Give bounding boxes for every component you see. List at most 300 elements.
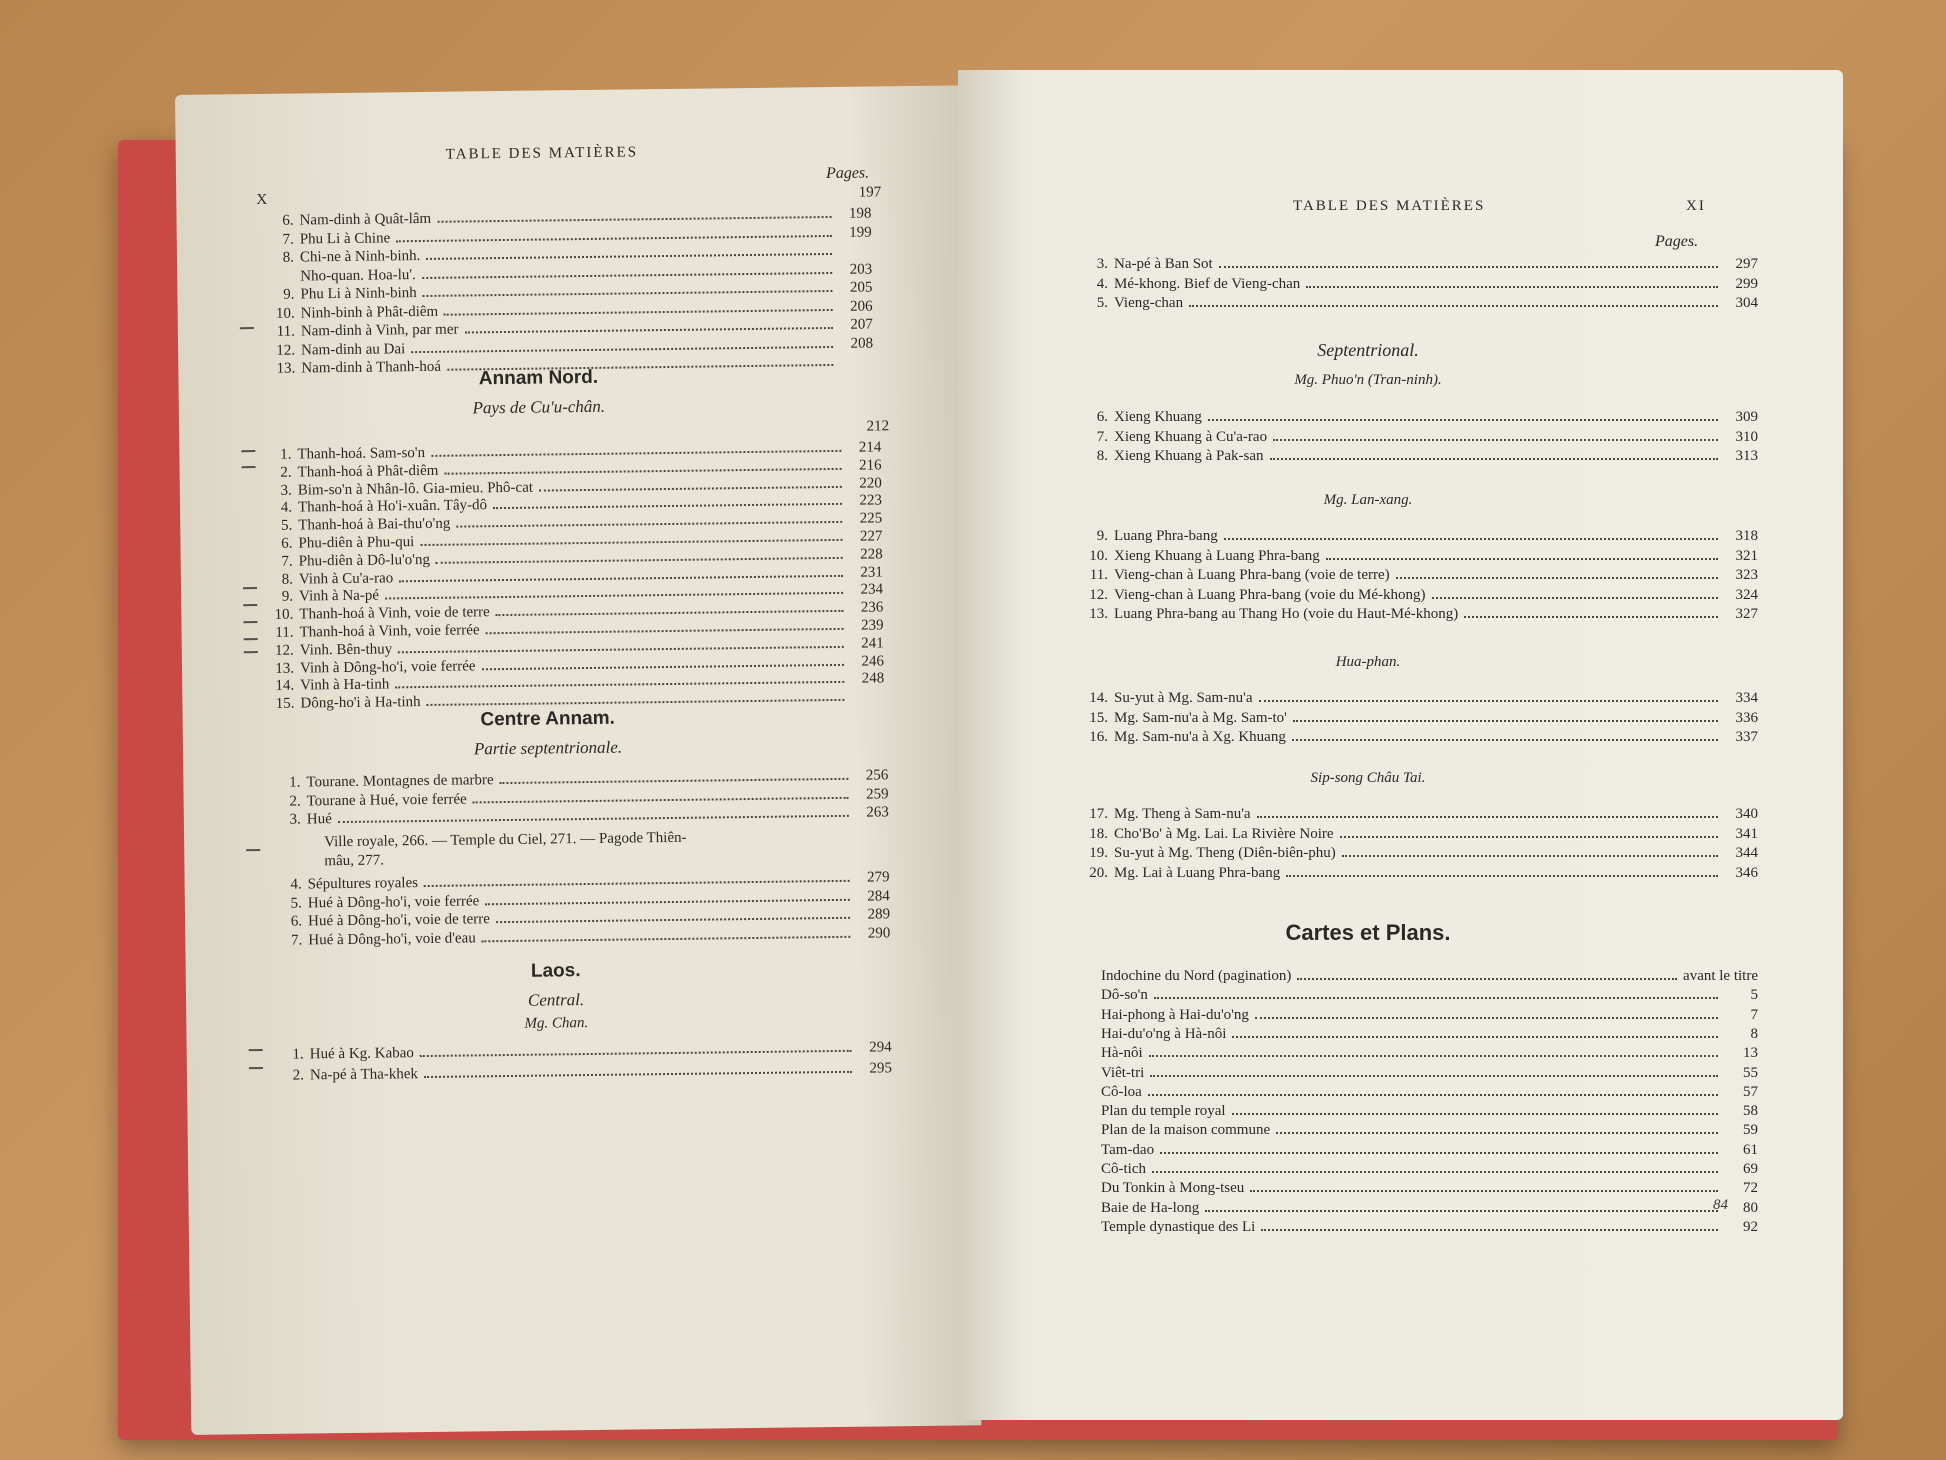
toc-row-page: 61 bbox=[1743, 1141, 1758, 1158]
toc-row-number: 2. bbox=[289, 793, 301, 810]
toc-row-number: 6. bbox=[282, 212, 294, 229]
toc-row-number: 12. bbox=[274, 642, 294, 659]
toc-row-number: 9. bbox=[1096, 528, 1108, 544]
toc-row-title: Nam-dinh au Dai bbox=[301, 340, 406, 358]
toc-row-title: Tam-dao bbox=[1101, 1141, 1155, 1158]
toc-row-number: 10. bbox=[1089, 547, 1108, 564]
dot-leader bbox=[500, 778, 849, 784]
margin-dash-mark bbox=[243, 621, 257, 623]
toc-row-title: Thanh-hoá à Vinh, voie de terre bbox=[299, 604, 490, 623]
toc-row-page: 59 bbox=[1743, 1122, 1758, 1139]
dot-leader bbox=[1270, 458, 1718, 460]
left-page bbox=[175, 85, 981, 1435]
toc-row-number: 9. bbox=[283, 286, 295, 303]
dot-leader bbox=[1152, 1171, 1718, 1173]
toc-row-title: Phu-diên à Dô-lu'o'ng bbox=[298, 551, 431, 570]
toc-row-page: 223 bbox=[859, 492, 883, 510]
cartes-heading: Cartes et Plans. bbox=[1285, 920, 1451, 945]
toc-row-title: Xieng Khuang à Cu'a-rao bbox=[1114, 428, 1268, 445]
toc-row-page: 206 bbox=[850, 297, 873, 315]
centre-annam-heading: Centre Annam. bbox=[480, 707, 615, 731]
dot-leader bbox=[1306, 286, 1718, 288]
toc-row-title: Ninh-binh à Phât-diêm bbox=[300, 303, 439, 321]
dot-leader bbox=[1257, 816, 1718, 818]
toc-row-title: Chi-ne à Ninh-binh. bbox=[299, 248, 421, 266]
dot-leader bbox=[482, 935, 851, 942]
toc-row bbox=[1086, 709, 1758, 728]
toc-row-title: Nam-dinh à Quât-lâm bbox=[299, 210, 432, 229]
toc-row-title: Thanh-hoá. Sam-so'n bbox=[297, 444, 426, 463]
toc-row bbox=[1101, 1025, 1758, 1044]
toc-row-number: 6. bbox=[281, 535, 293, 552]
dot-leader bbox=[482, 663, 844, 669]
toc-row-title: Vinh à Na-pé bbox=[299, 587, 380, 605]
toc-row-title: Plan de la maison commune bbox=[1101, 1122, 1271, 1139]
toc-row-number: 1. bbox=[289, 774, 301, 791]
toc-row bbox=[1086, 428, 1758, 447]
right-page-number: XI bbox=[1686, 198, 1706, 214]
annam-nord-heading: Annam Nord. bbox=[478, 366, 599, 390]
toc-row-page: 216 bbox=[858, 457, 882, 474]
margin-dash-mark bbox=[244, 651, 258, 653]
toc-row-title: Sépultures royales bbox=[307, 875, 419, 893]
dot-leader bbox=[1224, 538, 1718, 540]
toc-row-number: 1. bbox=[292, 1046, 304, 1063]
toc-row-page: 297 bbox=[1735, 256, 1758, 272]
toc-row-number: 6. bbox=[1096, 409, 1108, 425]
dot-leader bbox=[1432, 597, 1719, 599]
toc-row-title: Hué à Dông-ho'i, voie ferrée bbox=[307, 892, 480, 911]
left-page-number: X bbox=[256, 191, 270, 209]
toc-row-page: 214 bbox=[858, 439, 882, 456]
toc-row-number: 3. bbox=[1096, 256, 1108, 272]
toc-row-number: 11. bbox=[1089, 567, 1108, 583]
toc-row-page: 259 bbox=[865, 785, 889, 803]
toc-row-title: Nam-dinh à Vinh, par mer bbox=[300, 321, 459, 340]
toc-row-page: 248 bbox=[861, 670, 885, 688]
dot-leader bbox=[398, 646, 844, 653]
toc-row bbox=[1086, 447, 1758, 466]
dot-leader bbox=[1232, 1113, 1718, 1115]
toc-row-title: Hai-du'o'ng à Hà-nôi bbox=[1101, 1025, 1227, 1042]
toc-row-title: Hà-nôi bbox=[1101, 1045, 1143, 1062]
toc-row-page: 295 bbox=[869, 1060, 893, 1077]
margin-dash-mark bbox=[243, 587, 257, 589]
dot-leader bbox=[539, 485, 842, 491]
dot-leader bbox=[496, 610, 844, 616]
toc-row bbox=[1086, 294, 1758, 313]
toc-row-number: 12. bbox=[276, 342, 296, 359]
dot-leader bbox=[427, 699, 845, 706]
toc-row-number: 8. bbox=[1096, 448, 1108, 464]
toc-row-number: 19. bbox=[1089, 845, 1108, 861]
toc-row bbox=[1101, 967, 1758, 986]
toc-row bbox=[1086, 408, 1758, 427]
toc-row-title: Xieng Khuang à Pak-san bbox=[1114, 448, 1264, 464]
dot-leader bbox=[411, 345, 833, 352]
toc-row bbox=[1101, 1199, 1758, 1218]
toc-row-title: Cô-loa bbox=[1101, 1083, 1142, 1100]
dot-leader bbox=[1148, 1094, 1718, 1096]
toc-row-page: 57 bbox=[1743, 1083, 1758, 1100]
right-page bbox=[958, 70, 1843, 1420]
dot-leader bbox=[1326, 558, 1718, 560]
toc-row-number: 13. bbox=[1089, 606, 1108, 622]
dot-leader bbox=[399, 574, 843, 581]
toc-row-number: 8. bbox=[282, 249, 295, 266]
toc-row bbox=[1101, 1121, 1758, 1140]
toc-row-title: Vinh à Cu'a-rao bbox=[298, 569, 394, 588]
dot-leader bbox=[1149, 1055, 1718, 1057]
toc-row-title: Vieng-chan bbox=[1114, 295, 1184, 311]
toc-row-page: 227 bbox=[859, 528, 883, 545]
dot-leader bbox=[424, 1071, 852, 1078]
toc-row-title: Hué à Kg. Kabao bbox=[309, 1045, 414, 1063]
toc-row bbox=[1086, 586, 1758, 605]
toc-row-title: Mé-khong. Bief de Vieng-chan bbox=[1114, 275, 1301, 292]
left-pages-label: Pages. bbox=[825, 164, 870, 183]
toc-row-number: 13. bbox=[276, 360, 296, 377]
toc-row-number: 5. bbox=[280, 517, 293, 534]
toc-row-page: 236 bbox=[860, 599, 884, 616]
dot-leader bbox=[1219, 266, 1718, 268]
toc-row-page: 231 bbox=[860, 563, 883, 581]
dot-leader bbox=[1464, 616, 1718, 618]
toc-row bbox=[1101, 1006, 1758, 1025]
toc-row-page: 341 bbox=[1735, 825, 1758, 842]
toc-row-number: 20. bbox=[1089, 864, 1108, 881]
toc-row-page: 289 bbox=[867, 906, 891, 923]
toc-row-title: Nho-quan. Hoa-lu'. bbox=[300, 266, 416, 284]
toc-row-title: Su-yut à Mg. Sam-nu'a bbox=[1114, 690, 1253, 706]
toc-row-number: 2. bbox=[280, 464, 292, 481]
toc-row-title: Cho'Bo' à Mg. Lai. La Rivière Noire bbox=[1114, 825, 1334, 842]
laos-subheading: Central. bbox=[527, 990, 585, 1010]
toc-row-title: Temple dynastique des Li bbox=[1101, 1218, 1256, 1235]
toc-row bbox=[1086, 728, 1758, 747]
dot-leader bbox=[385, 592, 843, 600]
dot-leader bbox=[420, 1050, 852, 1057]
toc-row-title: Viêt-tri bbox=[1101, 1064, 1145, 1081]
toc-row-page: avant le titre bbox=[1683, 968, 1758, 984]
toc-row-number: 16. bbox=[1089, 729, 1108, 745]
toc-row-page: 72 bbox=[1743, 1180, 1758, 1197]
toc-row-title: Mg. Sam-nu'a à Xg. Khuang bbox=[1114, 729, 1286, 745]
toc-row-page: 220 bbox=[859, 474, 882, 492]
toc-row bbox=[1086, 566, 1758, 585]
toc-row bbox=[1086, 864, 1758, 883]
dot-leader bbox=[1205, 1210, 1718, 1212]
toc-row-page: 327 bbox=[1735, 606, 1758, 622]
dot-leader bbox=[1342, 855, 1718, 857]
toc-row bbox=[1101, 1044, 1758, 1063]
toc-row-title: Thanh-hoá à Ho'i-xuân. Tây-dô bbox=[297, 497, 488, 516]
toc-row-title: Tourane à Hué, voie ferrée bbox=[306, 790, 467, 809]
toc-row-title: Thanh-hoá à Bai-thu'o'ng bbox=[298, 515, 451, 534]
toc-row-page: 239 bbox=[860, 617, 884, 634]
toc-row-number: 18. bbox=[1089, 825, 1108, 842]
toc-row-page: 8 bbox=[1750, 1025, 1758, 1042]
toc-row-page: 340 bbox=[1735, 806, 1758, 822]
toc-row-number: 5. bbox=[1096, 295, 1108, 311]
toc-row-number: 14. bbox=[275, 677, 295, 695]
toc-row-page: 246 bbox=[861, 652, 885, 670]
toc-row-title: Phu-diên à Phu-qui bbox=[298, 534, 415, 552]
toc-row bbox=[1086, 275, 1758, 294]
toc-row-number: 14. bbox=[1089, 690, 1108, 706]
dot-leader bbox=[456, 521, 842, 528]
margin-dash-mark bbox=[240, 327, 254, 329]
toc-row bbox=[1101, 1179, 1758, 1198]
toc-row-title: Baie de Ha-long bbox=[1101, 1199, 1200, 1216]
toc-row-title: Tourane. Montagnes de marbre bbox=[306, 772, 494, 791]
dot-leader bbox=[464, 327, 832, 334]
margin-dash-mark bbox=[241, 450, 255, 452]
toc-row-title: Vieng-chan à Luang Phra-bang (voie du Mé-khong) bbox=[1114, 586, 1426, 603]
toc-row-page: 290 bbox=[867, 924, 891, 942]
toc-row-page: 80 bbox=[1743, 1199, 1758, 1216]
margin-dash-mark bbox=[242, 466, 256, 468]
toc-row-number: 15. bbox=[275, 695, 295, 713]
margin-dash-mark bbox=[246, 849, 260, 851]
toc-row bbox=[1101, 1083, 1758, 1102]
toc-row-number: 8. bbox=[281, 571, 294, 588]
toc-row-page: 225 bbox=[859, 510, 883, 527]
toc-row bbox=[1101, 1102, 1758, 1121]
dot-leader bbox=[396, 234, 832, 241]
toc-row-page: 203 bbox=[849, 260, 873, 278]
laos-sub-sub: Mg. Chan. bbox=[524, 1015, 589, 1032]
centre-annam-subheading: Partie septentrionale. bbox=[473, 737, 623, 759]
dot-leader bbox=[1293, 720, 1718, 722]
toc-row-title: Luang Phra-bang bbox=[1114, 528, 1218, 544]
lan-xang-heading: Mg. Lan-xang. bbox=[1323, 492, 1413, 508]
toc-row-page: 207 bbox=[850, 316, 873, 333]
toc-row-page: 337 bbox=[1735, 729, 1758, 745]
toc-row-title: Na-pé à Tha-khek bbox=[309, 1066, 419, 1084]
toc-row-title: Vinh à Dông-ho'i, voie ferrée bbox=[299, 657, 476, 677]
dot-leader bbox=[420, 539, 842, 546]
toc-row-number: 7. bbox=[1096, 428, 1108, 445]
dot-leader bbox=[1189, 305, 1718, 307]
toc-row bbox=[1101, 1218, 1758, 1237]
margin-dash-mark bbox=[249, 1067, 263, 1069]
toc-row bbox=[1101, 1141, 1758, 1160]
toc-row-title: Du Tonkin à Mong-tseu bbox=[1101, 1180, 1245, 1197]
dot-leader bbox=[444, 468, 841, 475]
toc-row bbox=[1101, 1064, 1758, 1083]
dot-leader bbox=[1396, 577, 1718, 579]
dot-leader bbox=[486, 628, 844, 634]
toc-row-title: Mg. Lai à Luang Phra-bang bbox=[1114, 864, 1281, 881]
dot-leader bbox=[444, 308, 833, 315]
toc-row-title: Vinh. Bên-thuy bbox=[299, 641, 393, 659]
toc-row-page: 5 bbox=[1750, 987, 1758, 1004]
toc-row bbox=[1086, 689, 1758, 708]
toc-row-page: 55 bbox=[1743, 1064, 1758, 1081]
dot-leader bbox=[473, 796, 849, 803]
dot-leader bbox=[1160, 1152, 1718, 1154]
left-running-head: TABLE DES MATIÈRES bbox=[445, 144, 639, 163]
toc-row-number: 6. bbox=[290, 913, 303, 930]
toc-row-page: 234 bbox=[860, 581, 884, 599]
toc-row-title: Su-yut à Mg. Theng (Diên-biên-phu) bbox=[1114, 845, 1336, 861]
toc-row-title: Vinh à Ha-tinh bbox=[300, 676, 390, 694]
toc-row-title: Phu Li à Ninh-binh bbox=[300, 285, 417, 303]
annam-nord-first-page: 212 bbox=[866, 418, 890, 435]
toc-row-title: Mg. Theng à Sam-nu'a bbox=[1114, 806, 1251, 822]
septentrional-sub: Mg. Phuo'n (Tran-ninh). bbox=[1294, 372, 1442, 388]
toc-row-number: 9. bbox=[281, 588, 294, 606]
toc-row-title: Hai-phong à Hai-du'o'ng bbox=[1101, 1006, 1249, 1023]
dot-leader bbox=[1259, 700, 1718, 702]
toc-row-number: 12. bbox=[1089, 586, 1108, 603]
toc-row-page: 284 bbox=[867, 887, 890, 905]
toc-row bbox=[1101, 986, 1758, 1005]
toc-row-title: Cô-tich bbox=[1101, 1161, 1146, 1177]
laos-heading: Laos. bbox=[530, 960, 581, 982]
left-top-page: 197 bbox=[858, 184, 882, 201]
toc-row-number: 4. bbox=[290, 876, 302, 893]
toc-row-page: 7 bbox=[1750, 1006, 1758, 1023]
toc-row-page: 324 bbox=[1735, 586, 1758, 603]
toc-row-title: Dô-so'n bbox=[1101, 987, 1148, 1004]
toc-row-page: 205 bbox=[849, 279, 873, 296]
toc-row-number: 13. bbox=[275, 660, 295, 677]
toc-row-number: 10. bbox=[274, 606, 294, 624]
toc-row-title: Dông-ho'i à Ha-tinh bbox=[300, 694, 421, 712]
toc-row-page: 256 bbox=[865, 767, 889, 784]
toc-row-title: Hué bbox=[306, 811, 332, 828]
septentrional-heading: Septentrional. bbox=[1317, 340, 1419, 360]
toc-row-page: 69 bbox=[1743, 1161, 1758, 1177]
dot-leader bbox=[1208, 419, 1718, 421]
dot-leader bbox=[437, 216, 831, 223]
toc-row-number: 1. bbox=[280, 446, 292, 463]
dot-leader bbox=[426, 253, 832, 260]
toc-row-page: 313 bbox=[1735, 448, 1758, 464]
toc-row-title: Nam-dinh à Thanh-hoá bbox=[301, 358, 442, 377]
toc-row-number: 3. bbox=[289, 811, 301, 828]
dot-leader bbox=[424, 880, 850, 887]
handwritten-note: 84 bbox=[1713, 1197, 1728, 1213]
dot-leader bbox=[338, 815, 849, 823]
dot-leader bbox=[493, 503, 842, 509]
toc-row-number: 11. bbox=[276, 323, 295, 340]
toc-row-number: 5. bbox=[290, 895, 302, 912]
toc-row-title: Xieng Khuang à Luang Phra-bang bbox=[1114, 547, 1320, 564]
dot-leader bbox=[1255, 1017, 1718, 1019]
toc-row-number: 17. bbox=[1089, 806, 1108, 822]
margin-dash-mark bbox=[249, 1049, 263, 1051]
toc-row-page: 309 bbox=[1735, 409, 1758, 425]
toc-row-number: 11. bbox=[275, 624, 294, 641]
right-running-head: TABLE DES MATIÈRES bbox=[1293, 198, 1486, 214]
toc-row-number: 7. bbox=[281, 553, 293, 570]
toc-row-title: Luang Phra-bang au Thang Ho (voie du Haut-Mé-khong) bbox=[1114, 606, 1459, 622]
toc-row bbox=[1086, 825, 1758, 844]
toc-row-page: 279 bbox=[867, 869, 890, 886]
dot-leader bbox=[1261, 1229, 1718, 1231]
toc-row-page: 13 bbox=[1743, 1045, 1758, 1062]
toc-row bbox=[1101, 1160, 1758, 1179]
toc-row-number: 7. bbox=[290, 932, 303, 949]
toc-row-page: 334 bbox=[1735, 690, 1758, 706]
toc-row-number: 2. bbox=[292, 1067, 305, 1084]
toc-row-page: 241 bbox=[861, 635, 884, 652]
toc-row bbox=[1086, 547, 1758, 566]
toc-row-title: Mg. Sam-nu'a à Mg. Sam-to' bbox=[1114, 709, 1287, 726]
toc-row-page: 228 bbox=[860, 546, 883, 563]
toc-row-number: 3. bbox=[280, 482, 292, 499]
dot-leader bbox=[1340, 836, 1718, 838]
toc-row bbox=[1086, 255, 1758, 274]
dot-leader bbox=[496, 917, 850, 923]
margin-dash-mark bbox=[243, 604, 257, 606]
toc-row-number: 4. bbox=[280, 499, 293, 517]
toc-row-title: Indochine du Nord (pagination) bbox=[1101, 968, 1292, 984]
toc-row-title: Plan du temple royal bbox=[1101, 1103, 1226, 1120]
toc-row-page: 321 bbox=[1735, 547, 1758, 564]
toc-row-page: 294 bbox=[869, 1039, 892, 1056]
toc-row-title: Hué à Dông-ho'i, voie de terre bbox=[308, 911, 491, 930]
toc-row-page: 198 bbox=[848, 205, 872, 222]
toc-row-title: Thanh-hoá à Phât-diêm bbox=[297, 462, 439, 481]
dot-leader bbox=[1292, 739, 1718, 741]
toc-row-page: 318 bbox=[1735, 528, 1758, 544]
dot-leader bbox=[1150, 1075, 1718, 1077]
margin-dash-mark bbox=[244, 638, 258, 640]
toc-row-page: 58 bbox=[1743, 1103, 1758, 1120]
toc-row bbox=[1086, 805, 1758, 824]
toc-row-page: 92 bbox=[1743, 1218, 1758, 1235]
annam-nord-subheading: Pays de Cu'u-chân. bbox=[472, 396, 606, 418]
toc-row-title: Thanh-hoá à Vinh, voie ferrée bbox=[299, 622, 480, 641]
dot-leader bbox=[1276, 1132, 1718, 1134]
toc-row-page: 299 bbox=[1735, 275, 1758, 292]
toc-row-title: Na-pé à Ban Sot bbox=[1114, 256, 1213, 272]
toc-row-title: Xieng Khuang bbox=[1114, 409, 1202, 425]
toc-row-page: 310 bbox=[1735, 428, 1758, 445]
toc-row-page: 346 bbox=[1735, 864, 1758, 881]
sip-song-heading: Sip-song Châu Tai. bbox=[1310, 770, 1426, 786]
toc-row-title: Phu Li à Chine bbox=[299, 229, 391, 247]
toc-row-number: 10. bbox=[275, 305, 295, 322]
toc-row-title: Hué à Dông-ho'i, voie d'eau bbox=[308, 929, 476, 948]
toc-row bbox=[1086, 844, 1758, 863]
dot-leader bbox=[1154, 997, 1718, 999]
toc-row-title: Vieng-chan à Luang Phra-bang (voie de terre) bbox=[1114, 567, 1390, 583]
toc-row-number: 4. bbox=[1096, 275, 1108, 292]
toc-row-page: 336 bbox=[1735, 709, 1758, 726]
toc-row-number: 7. bbox=[282, 231, 294, 248]
toc-row-page: 208 bbox=[850, 334, 874, 352]
toc-row-page: 344 bbox=[1735, 845, 1758, 861]
centre-sub-line-2: mâu, 277. bbox=[324, 852, 385, 870]
toc-row-page: 263 bbox=[866, 804, 889, 821]
dot-leader bbox=[436, 557, 843, 564]
toc-row-page: 323 bbox=[1735, 567, 1758, 583]
toc-row-page: 199 bbox=[849, 223, 872, 241]
right-pages-label: Pages. bbox=[1655, 233, 1699, 250]
dot-leader bbox=[395, 681, 844, 688]
dot-leader bbox=[423, 290, 833, 297]
dot-leader bbox=[485, 898, 850, 904]
dot-leader bbox=[422, 271, 832, 278]
toc-row bbox=[1086, 527, 1758, 546]
dot-leader bbox=[1297, 978, 1677, 980]
dot-leader bbox=[1286, 875, 1718, 877]
